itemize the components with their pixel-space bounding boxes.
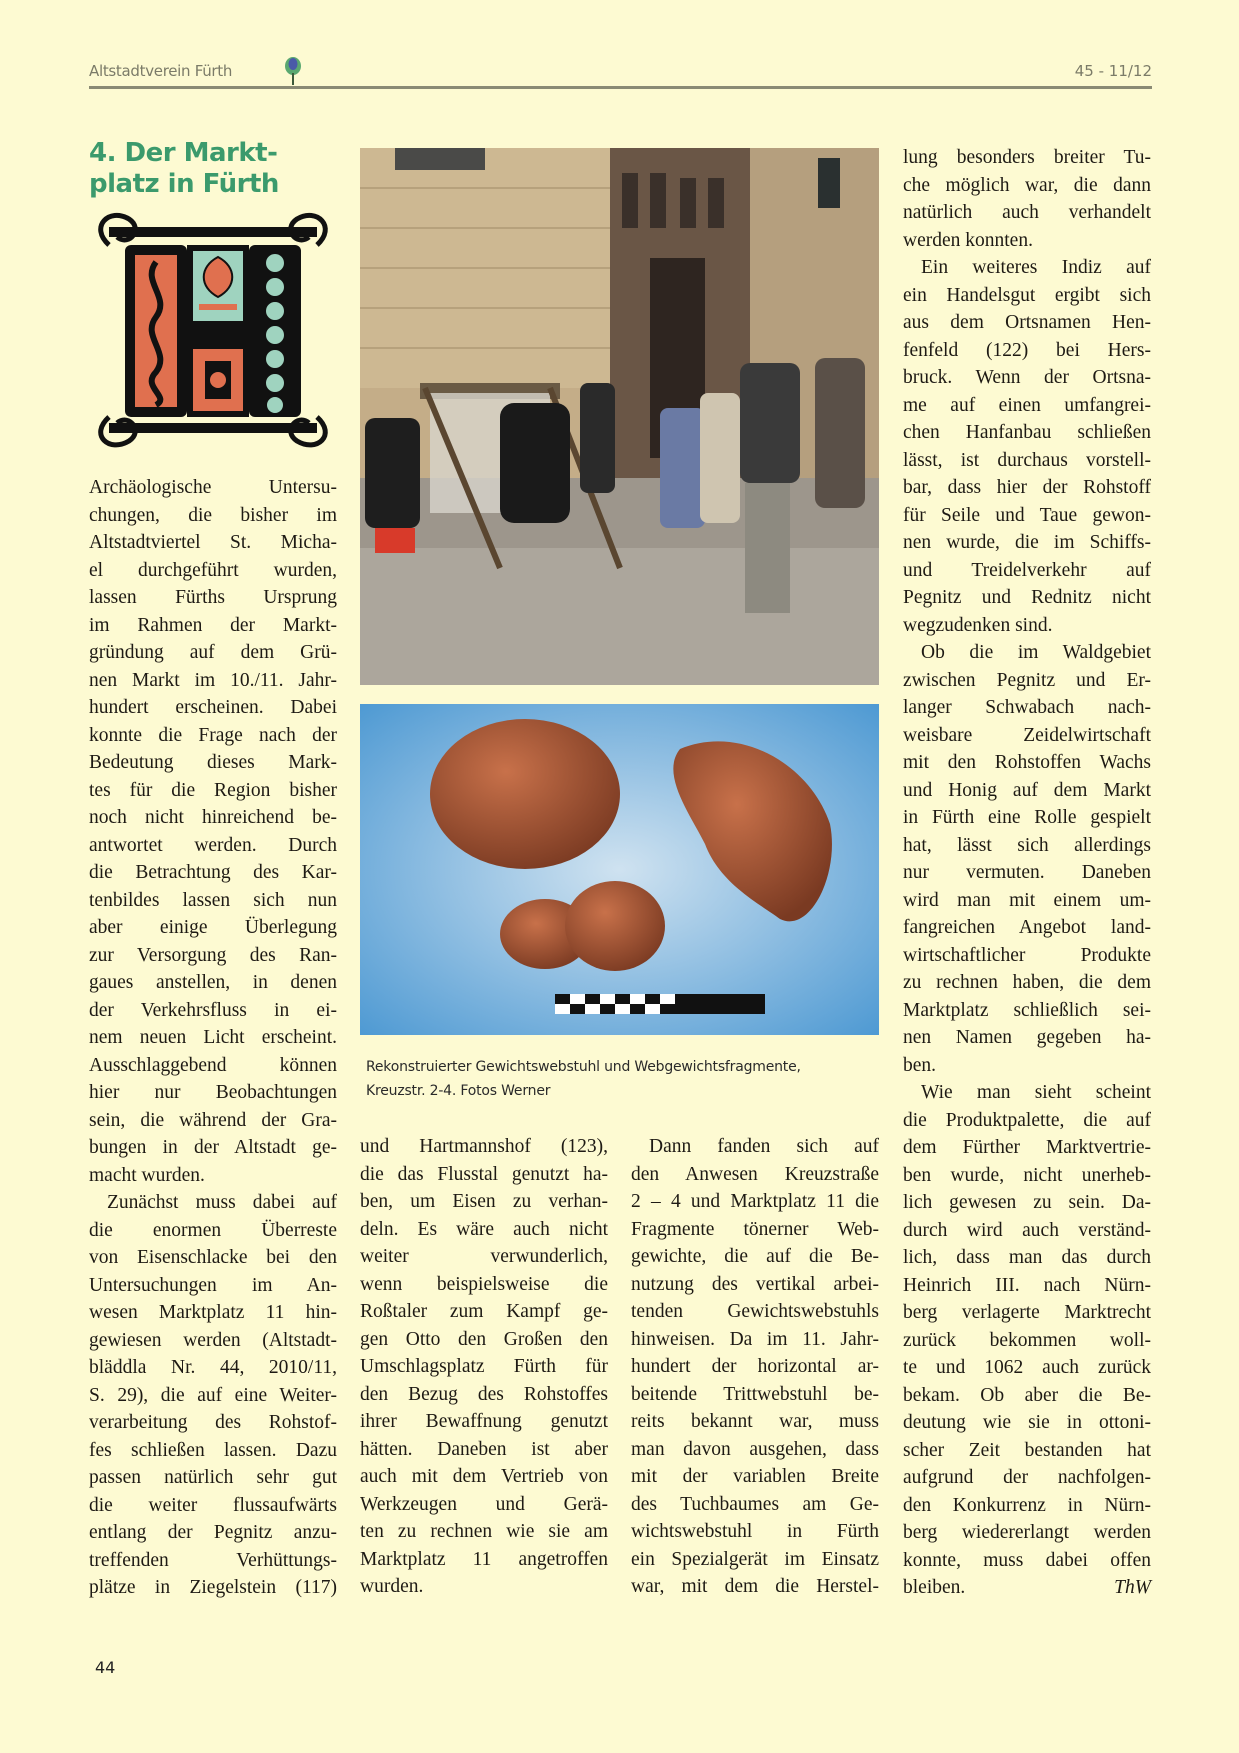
text-line [903, 172, 1151, 200]
text-line-content: entlang der Pegnitz anzu- [89, 1522, 337, 1543]
text-line [631, 1381, 879, 1409]
text-line [903, 1519, 1151, 1547]
text-line [360, 1271, 608, 1299]
text-line-content: hätten. Daneben ist aber [360, 1438, 608, 1460]
text-line [89, 804, 337, 832]
text-line-content: weiter verwunderlich, [360, 1246, 608, 1267]
text-line-content: S. 29), die auf eine Weiter- [89, 1384, 337, 1406]
text-line-content: zu rechnen haben, die dem [903, 972, 1151, 993]
text-line-content: plätze in Ziegelstein (117) [89, 1577, 337, 1598]
text-line [89, 502, 337, 530]
tree-icon [283, 57, 303, 85]
text-line [903, 1492, 1151, 1520]
text-line-content: Marktplatz schließlich sei- [903, 999, 1151, 1021]
text-line [903, 1162, 1151, 1190]
text-line-content: bleiben. [903, 1577, 966, 1598]
text-line-content: bungen in der Altstadt ge- [89, 1137, 337, 1158]
text-line [360, 1573, 608, 1601]
text-line-content: auch mit dem Vertrieb von [360, 1466, 608, 1487]
text-line [903, 1354, 1151, 1382]
text-line-content: macht wurden. [89, 1164, 205, 1186]
text-line-content: fes schließen lassen. Dazu [89, 1439, 337, 1461]
text-line [89, 1299, 337, 1327]
title-line-2: platz in Fürth [89, 169, 279, 199]
text-line-content: gen Otto den Großen den [360, 1328, 608, 1350]
text-line-content: bar, dass hier der Rohstoff [903, 477, 1151, 498]
text-column-2 [360, 1133, 608, 1601]
text-line-content: Zunächst muss dabei auf [107, 1192, 337, 1213]
text-line [631, 1161, 879, 1189]
text-line [631, 1133, 879, 1161]
text-line [631, 1546, 879, 1574]
text-line-content: ben wurde, nicht unerheb- [903, 1164, 1151, 1186]
text-line-content: tenbildes lassen sich nun [89, 889, 337, 911]
text-line-content: wenn beispielsweise die [360, 1273, 608, 1295]
text-line [89, 942, 337, 970]
text-line-content: Umschlagsplatz Fürth für [360, 1356, 608, 1377]
text-line [89, 1409, 337, 1437]
text-line [631, 1436, 879, 1464]
text-line-content: noch nicht hinreichend be- [89, 807, 337, 828]
text-line [360, 1326, 608, 1354]
text-line-content: den Anwesen Kreuzstraße [631, 1163, 879, 1185]
text-line-content: hundert der horizontal ar- [631, 1356, 879, 1377]
text-line-content: ihrer Bewaffnung genutzt [360, 1411, 608, 1432]
header-rule [89, 86, 1152, 89]
text-line [631, 1326, 879, 1354]
paragraph [903, 1079, 1151, 1602]
text-line [89, 914, 337, 942]
text-line-content: Marktplatz 11 angetroffen [360, 1548, 608, 1570]
text-line-content: ein Spezialgerät im Einsatz [631, 1548, 879, 1570]
publisher-name: Altstadtverein Fürth [89, 62, 233, 80]
text-line [89, 749, 337, 777]
text-column-1 [89, 474, 337, 1602]
text-line-content: el durchgeführt wurden, [89, 559, 337, 581]
text-line-content: deutung wie sie in ottoni- [903, 1412, 1151, 1433]
text-line [903, 1052, 1151, 1080]
text-line [89, 1217, 337, 1245]
text-line-content: lich, dass man das durch [903, 1247, 1151, 1268]
text-line-content: antwortet werden. Durch [89, 834, 337, 856]
text-line-content: verarbeitung des Rohstof- [89, 1412, 337, 1433]
text-line [903, 1024, 1151, 1052]
text-line-content: passen natürlich sehr gut [89, 1467, 337, 1488]
text-line-content: die weiter flussaufwärts [89, 1494, 337, 1516]
text-line-content: Archäologische Untersu- [89, 477, 337, 498]
text-line-content: mit den Rohstoffen Wachs [903, 752, 1151, 773]
text-line [89, 1354, 337, 1382]
text-line-content: hundert erscheinen. Dabei [89, 697, 337, 718]
text-line [89, 1107, 337, 1135]
text-line [903, 1299, 1151, 1327]
text-line-content: fangreichen Angebot land- [903, 917, 1151, 938]
text-line-content: hier nur Beobachtungen [89, 1082, 337, 1103]
photo-loom-weight-fragments [360, 704, 879, 1035]
text-line [903, 777, 1151, 805]
text-line-content: die Betrachtung des Kar- [89, 862, 337, 883]
text-column-4 [903, 144, 1151, 1602]
text-line [89, 859, 337, 887]
text-line [903, 1409, 1151, 1437]
text-line [903, 667, 1151, 695]
text-line-content: Ausschlaggebend können [89, 1054, 337, 1076]
text-line-content: tes für die Region bisher [89, 779, 337, 801]
text-line-content: langer Schwabach nach- [903, 697, 1151, 718]
text-line-content: mit der variablen Breite [631, 1466, 879, 1487]
text-line [89, 1574, 337, 1602]
text-line [360, 1188, 608, 1216]
text-line-content: treffenden Verhüttungs- [89, 1549, 337, 1571]
text-line-content: lässt, ist durchaus vorstell- [903, 449, 1151, 471]
text-line-content: für Seile und Taue gewon- [903, 504, 1151, 526]
text-line [89, 1079, 337, 1107]
text-line-content: zwischen Pegnitz und Er- [903, 669, 1151, 691]
ornamental-initial-h [89, 207, 337, 453]
text-line-content: bekam. Ob aber die Be- [903, 1384, 1151, 1406]
text-line [903, 1327, 1151, 1355]
text-line [89, 1024, 337, 1052]
text-line [903, 1547, 1151, 1575]
caption-line-2: Kreuzstr. 2-4. Fotos Werner [366, 1083, 551, 1099]
text-line [903, 1464, 1151, 1492]
paragraph [903, 254, 1151, 639]
text-line [903, 1382, 1151, 1410]
text-line-content: die enormen Überreste [89, 1219, 337, 1241]
text-line [360, 1353, 608, 1381]
text-line [360, 1161, 608, 1189]
text-line [89, 832, 337, 860]
text-line [903, 639, 1151, 667]
text-line-content: ein Handelsgut ergibt sich [903, 284, 1151, 306]
text-line [903, 804, 1151, 832]
text-line-content: konnte die Frage nach der [89, 724, 337, 746]
article-title [89, 138, 279, 200]
text-line-content: berg wiedererlangt werden [903, 1522, 1151, 1543]
text-line-content: reits bekannt war, muss [631, 1411, 879, 1432]
text-line-content: Ein weiteres Indiz auf [921, 257, 1151, 278]
text-line [903, 1574, 1151, 1602]
text-line [631, 1216, 879, 1244]
text-line [903, 584, 1151, 612]
text-line-content: Heinrich III. nach Nürn- [903, 1274, 1151, 1296]
text-line [903, 557, 1151, 585]
text-line [631, 1298, 879, 1326]
text-line-content: chungen, die bisher im [89, 504, 337, 526]
text-line [903, 419, 1151, 447]
text-line [360, 1298, 608, 1326]
text-line [903, 859, 1151, 887]
text-line-content: von Eisenschlacke bei den [89, 1247, 337, 1268]
text-line [89, 1437, 337, 1465]
text-line-content: gewiesen werden (Altstadt- [89, 1329, 337, 1351]
text-line [903, 1079, 1151, 1107]
text-line [631, 1271, 879, 1299]
text-line [360, 1518, 608, 1546]
text-line-content: Fragmente tönerner Web- [631, 1218, 879, 1240]
text-line [360, 1408, 608, 1436]
text-line [360, 1463, 608, 1491]
text-line [360, 1436, 608, 1464]
text-line [89, 722, 337, 750]
text-line-content: zurück bekommen woll- [903, 1329, 1151, 1351]
text-line-content: den Bezug des Rohstoffes [360, 1383, 608, 1405]
text-line [89, 1052, 337, 1080]
text-line [89, 887, 337, 915]
text-line [631, 1573, 879, 1601]
photo-caption [366, 1055, 801, 1103]
text-line [89, 1134, 337, 1162]
text-line [903, 887, 1151, 915]
text-line [89, 1492, 337, 1520]
text-line-content: 2 – 4 und Marktplatz 11 die [631, 1191, 879, 1212]
text-line [903, 227, 1151, 255]
text-line [89, 1162, 337, 1190]
text-line [903, 337, 1151, 365]
text-line-content: deln. Es wäre auch nicht [360, 1218, 608, 1240]
text-line [631, 1408, 879, 1436]
text-line-content: nen wurde, die im Schiffs- [903, 532, 1151, 553]
text-line-content: fenfeld (122) bei Hers- [903, 339, 1151, 361]
text-line-content: wichtswebstuhl in Fürth [631, 1521, 879, 1542]
issue-number: 45 - 11/12 [1074, 62, 1152, 80]
text-line-content: werden konnten. [903, 229, 1033, 251]
page-number: 44 [95, 1658, 116, 1677]
text-line-content: Ob die im Waldgebiet [921, 642, 1151, 663]
text-line-content: tenden Gewichtswebstuhls [631, 1301, 879, 1322]
text-line [631, 1243, 879, 1271]
text-line-content: bläddla Nr. 44, 2010/11, [89, 1357, 337, 1378]
text-line-content: Altstadtviertel St. Micha- [89, 532, 337, 553]
text-line-content: lich gewesen zu sein. Da- [903, 1192, 1151, 1213]
text-line-content: wurden. [360, 1576, 424, 1597]
text-line [89, 584, 337, 612]
text-line-content: durch wird auch verständ- [903, 1219, 1151, 1241]
photo-weaving-loom [360, 148, 879, 685]
text-line [903, 1272, 1151, 1300]
text-line-content: und Hartmannshof (123), [360, 1136, 608, 1157]
text-line [89, 639, 337, 667]
text-line-content: und Honig auf dem Markt [903, 779, 1151, 801]
text-line [903, 749, 1151, 777]
text-column-3 [631, 1133, 879, 1601]
text-line [360, 1381, 608, 1409]
text-line-content: natürlich auch verhandelt [903, 202, 1151, 223]
text-line [89, 1272, 337, 1300]
text-line-content: Dann fanden sich auf [649, 1136, 879, 1157]
text-line-content: scher Zeit bestanden hat [903, 1439, 1151, 1461]
text-line [903, 474, 1151, 502]
text-line [903, 832, 1151, 860]
text-line-content: im Rahmen der Markt- [89, 614, 337, 636]
text-line [903, 722, 1151, 750]
text-line-content: nutzung des vertikal arbei- [631, 1273, 879, 1295]
text-line-content: des Tuchbaumes am Ge- [631, 1493, 879, 1515]
text-line [631, 1188, 879, 1216]
text-line-content: in Fürth eine Rolle gespielt [903, 807, 1151, 828]
text-line [903, 144, 1151, 172]
paragraph [631, 1133, 879, 1601]
text-line-content: wirtschaftlicher Produkte [903, 944, 1151, 966]
text-line [903, 612, 1151, 640]
text-line-content: gewichte, die auf die Be- [631, 1246, 879, 1267]
text-line-content: lassen Fürths Ursprung [89, 587, 337, 608]
text-line [89, 612, 337, 640]
text-line [360, 1243, 608, 1271]
text-line [89, 1519, 337, 1547]
text-line-content: nur vermuten. Daneben [903, 862, 1151, 883]
title-line-1: 4. Der Markt- [89, 138, 278, 168]
text-line [903, 1107, 1151, 1135]
text-line [903, 997, 1151, 1025]
text-line [903, 502, 1151, 530]
text-line [903, 282, 1151, 310]
text-line-content: weisbare Zeidelwirtschaft [903, 724, 1151, 746]
text-line [631, 1491, 879, 1519]
text-line-content: wird man mit einem um- [903, 889, 1151, 911]
text-line-content: nem neuen Licht erscheint. [89, 1027, 337, 1048]
paragraph [903, 639, 1151, 1079]
text-line [903, 529, 1151, 557]
text-line [89, 1547, 337, 1575]
caption-line-1: Rekonstruierter Gewichtswebstuhl und Webgewichtsfragmente, [366, 1059, 801, 1075]
text-line-content: berg verlagerte Marktrecht [903, 1302, 1151, 1323]
text-line [89, 557, 337, 585]
text-line [903, 914, 1151, 942]
text-line-content: die das Flusstal genutzt ha- [360, 1163, 608, 1185]
text-line-content: chen Hanfanbau schließen [903, 422, 1151, 443]
text-line [89, 997, 337, 1025]
text-line [903, 969, 1151, 997]
paragraph [89, 474, 337, 1189]
text-line [903, 942, 1151, 970]
text-line [89, 1327, 337, 1355]
text-line-content: Wie man sieht scheint [921, 1082, 1151, 1103]
text-line-content: wesen Marktplatz 11 hin- [89, 1302, 337, 1323]
paragraph [89, 1189, 337, 1602]
text-line-content: Werkzeugen und Gerä- [360, 1493, 608, 1515]
text-line [903, 199, 1151, 227]
text-line [903, 1437, 1151, 1465]
text-line [631, 1353, 879, 1381]
text-line [903, 309, 1151, 337]
text-line [903, 254, 1151, 282]
text-line [89, 969, 337, 997]
paragraph [360, 1133, 608, 1601]
text-line-content: man davon ausgehen, dass [631, 1438, 879, 1460]
paragraph [903, 144, 1151, 254]
text-line-content: der Verkehrsfluss in ei- [89, 999, 337, 1021]
text-line-content: ben. [903, 1054, 937, 1076]
text-line-content: aus dem Ortsnamen Hen- [903, 312, 1151, 333]
text-line [903, 1217, 1151, 1245]
text-line-content: beitende Trittwebstuhl be- [631, 1383, 879, 1405]
text-line-content: und Treidelverkehr auf [903, 559, 1151, 581]
text-line-content: me auf einen umfangrei- [903, 394, 1151, 416]
text-line-content: ben, um Eisen zu verhan- [360, 1191, 608, 1212]
text-line-content: gründung auf dem Grü- [89, 642, 337, 663]
text-line [89, 1244, 337, 1272]
text-line-content: sein, die während der Gra- [89, 1109, 337, 1131]
text-line-content: Untersuchungen im An- [89, 1274, 337, 1296]
text-line-content: ten zu rechnen wie sie am [360, 1521, 608, 1542]
author-signature: ThW [1114, 1577, 1151, 1598]
text-line-content: zur Versorgung des Ran- [89, 944, 337, 966]
text-line-content: hat, lässt sich allerdings [903, 834, 1151, 856]
text-line-content: die Produktpalette, die auf [903, 1109, 1151, 1131]
text-line [89, 777, 337, 805]
text-line [89, 1464, 337, 1492]
text-line [903, 694, 1151, 722]
text-line [903, 1134, 1151, 1162]
text-line [89, 1189, 337, 1217]
text-line-content: te und 1062 auch zurück [903, 1357, 1151, 1378]
text-line [360, 1216, 608, 1244]
text-line-content: Pegnitz und Rednitz nicht [903, 587, 1151, 608]
text-line [360, 1133, 608, 1161]
text-line-content: dem Fürther Marktvertrie- [903, 1137, 1151, 1158]
text-line [360, 1491, 608, 1519]
text-line-content: nen Namen gegeben ha- [903, 1027, 1151, 1048]
text-line-content: konnte, muss dabei offen [903, 1549, 1151, 1571]
text-line-content: lung besonders breiter Tu- [903, 147, 1151, 168]
text-line-content: aber einige Überlegung [89, 917, 337, 938]
text-line-content: wegzudenken sind. [903, 614, 1053, 636]
text-line [903, 364, 1151, 392]
text-line-content: war, mit dem die Herstel- [631, 1576, 879, 1597]
text-line [903, 1189, 1151, 1217]
text-line-content: hinweisen. Da im 11. Jahr- [631, 1328, 879, 1350]
text-line-content: den Konkurrenz in Nürn- [903, 1494, 1151, 1516]
text-line [89, 1382, 337, 1410]
text-line [631, 1518, 879, 1546]
text-line [903, 447, 1151, 475]
text-line [89, 667, 337, 695]
text-line [89, 694, 337, 722]
text-line-content: Roßtaler zum Kampf ge- [360, 1301, 608, 1322]
text-line [903, 392, 1151, 420]
text-line [903, 1244, 1151, 1272]
text-line-content: gaues anstellen, in denen [89, 972, 337, 993]
text-line-content: bruck. Wenn der Ortsna- [903, 367, 1151, 388]
text-line-content: aufgrund der nachfolgen- [903, 1467, 1151, 1488]
text-line-content: che möglich war, die dann [903, 174, 1151, 196]
text-line [631, 1463, 879, 1491]
text-line-content: Bedeutung dieses Mark- [89, 752, 337, 773]
text-line [89, 474, 337, 502]
text-line [360, 1546, 608, 1574]
text-line [89, 529, 337, 557]
text-line-content: nen Markt im 10./11. Jahr- [89, 669, 337, 691]
